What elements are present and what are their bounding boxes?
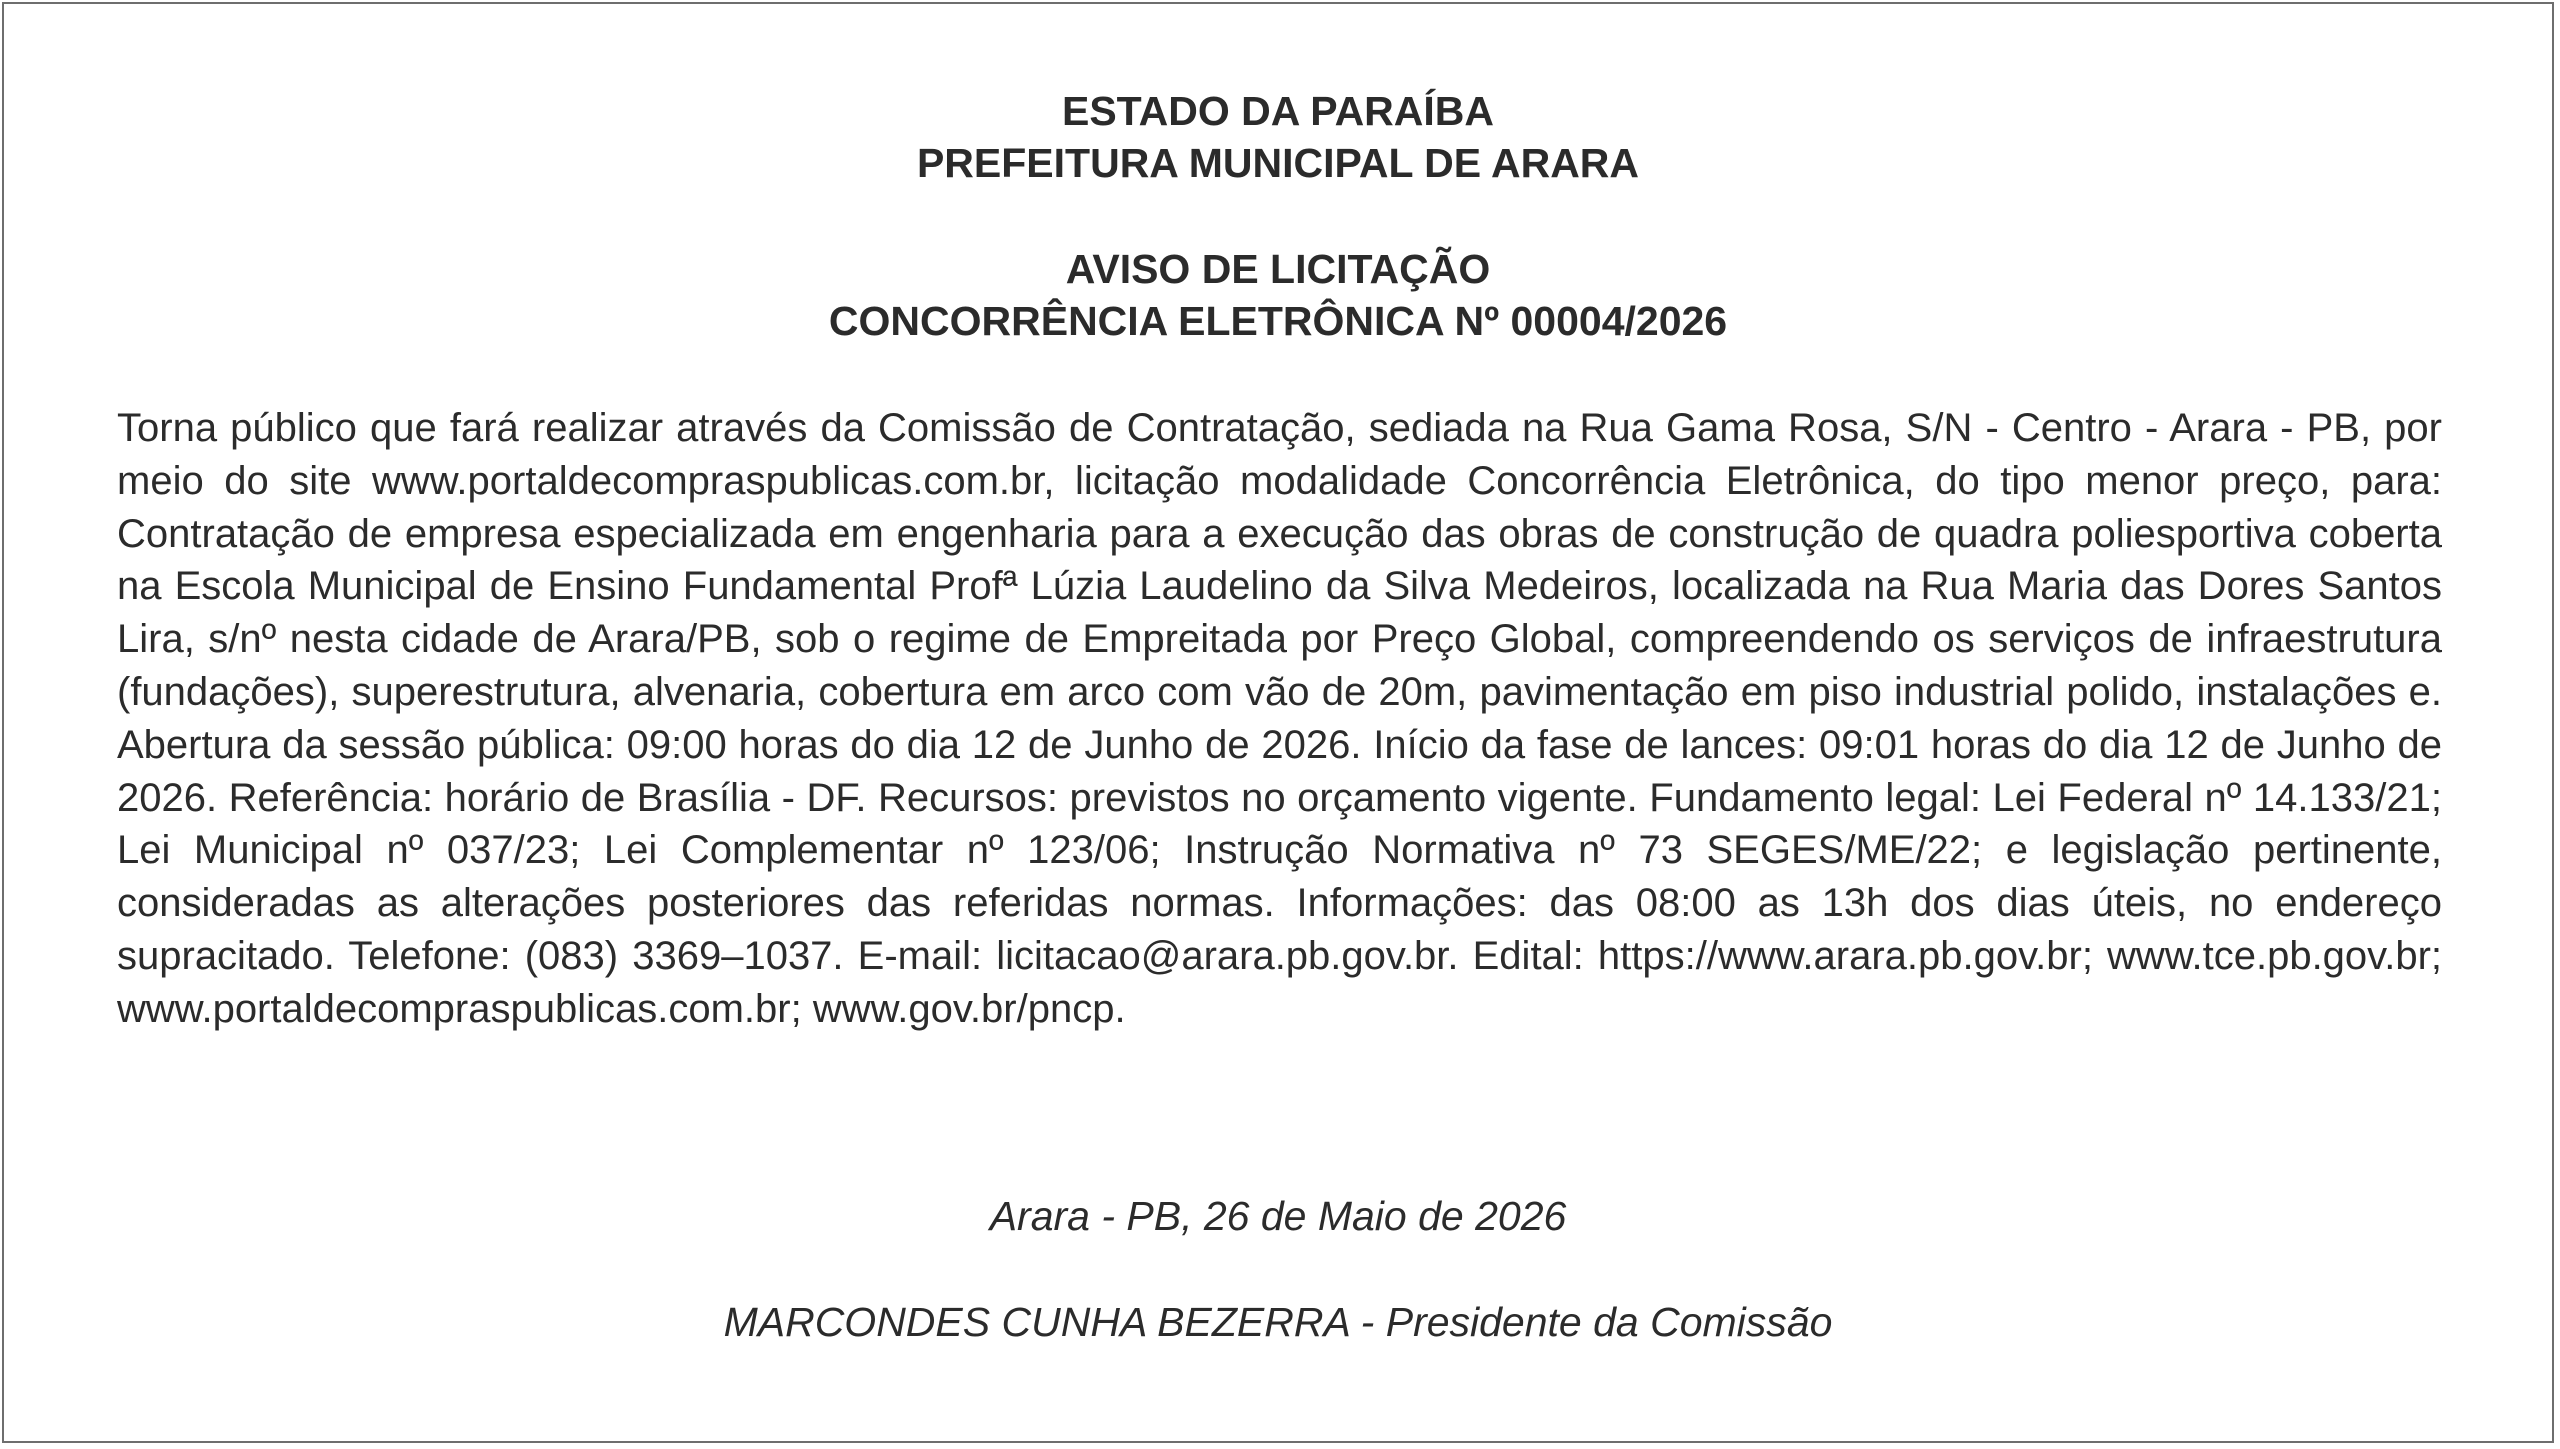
- state-name: ESTADO DA PARAÍBA: [1061, 88, 1495, 134]
- notice-body: [117, 402, 2442, 1036]
- notice-heading: [0, 243, 2556, 347]
- place-date: Arara - PB, 26 de Maio de 2026: [989, 1193, 1567, 1239]
- notice-number: CONCORRÊNCIA ELETRÔNICA Nº 00004/2026: [828, 298, 1728, 344]
- issuer-heading: [0, 85, 2556, 189]
- municipality-name: PREFEITURA MUNICIPAL DE ARARA: [916, 140, 1640, 186]
- notice-title: AVISO DE LICITAÇÃO: [1065, 246, 1491, 292]
- notice-body-paragraph: Torna público que fará realizar através da Comissão de Contratação, sediada na Rua Gama Rosa, S/N - Centro - Arara - PB, por meio do site www.portaldecompraspublicas.com.br, licitação modalidade Concorrência Eletrônica, do tipo menor preço, para: Contratação de empresa especializada em engenharia para a execução das obras de construção de quadra poliesportiva coberta na Escola Municipal de Ensino Fundamental Profª Lúzia Laudelino da Silva Medeiros, localizada na Rua Maria das Dores Santos Lira, s/nº nesta cidade de Arara/PB, sob o regime de Empreitada por Preço Global, compreendendo os serviços de infraestrutura (fundações), superestrutura, alvenaria, cobertura em arco com vão de 20m, pavimentação em piso industrial polido, instalações e. Abertura da sessão pública: 09:00 horas do dia 12 de Junho de 2026. Início da fase de lances: 09:01 horas do dia 12 de Junho de 2026. Referência: horário de Brasília - DF. Recursos: previstos no orçamento vigente. Fundamento legal: Lei Federal nº 14.133/21; Lei Municipal nº 037/23; Lei Complementar nº 123/06; Instrução Normativa nº 73 SEGES/ME/22; e legislação pertinente, consideradas as alterações posteriores das referidas normas. Informações: das 08:00 as 13h dos dias úteis, no endereço supracitado. Telefone: (083) 3369–1037. E-mail: licitacao@arara.pb.gov.br. Edital: https://www.arara.pb.gov.br; www.tce.pb.gov.br; www.portaldecompraspublicas.com.br; www.gov.br/pncp.: [117, 406, 2442, 1031]
- signature-line: MARCONDES CUNHA BEZERRA - Presidente da Comissão: [723, 1299, 1833, 1345]
